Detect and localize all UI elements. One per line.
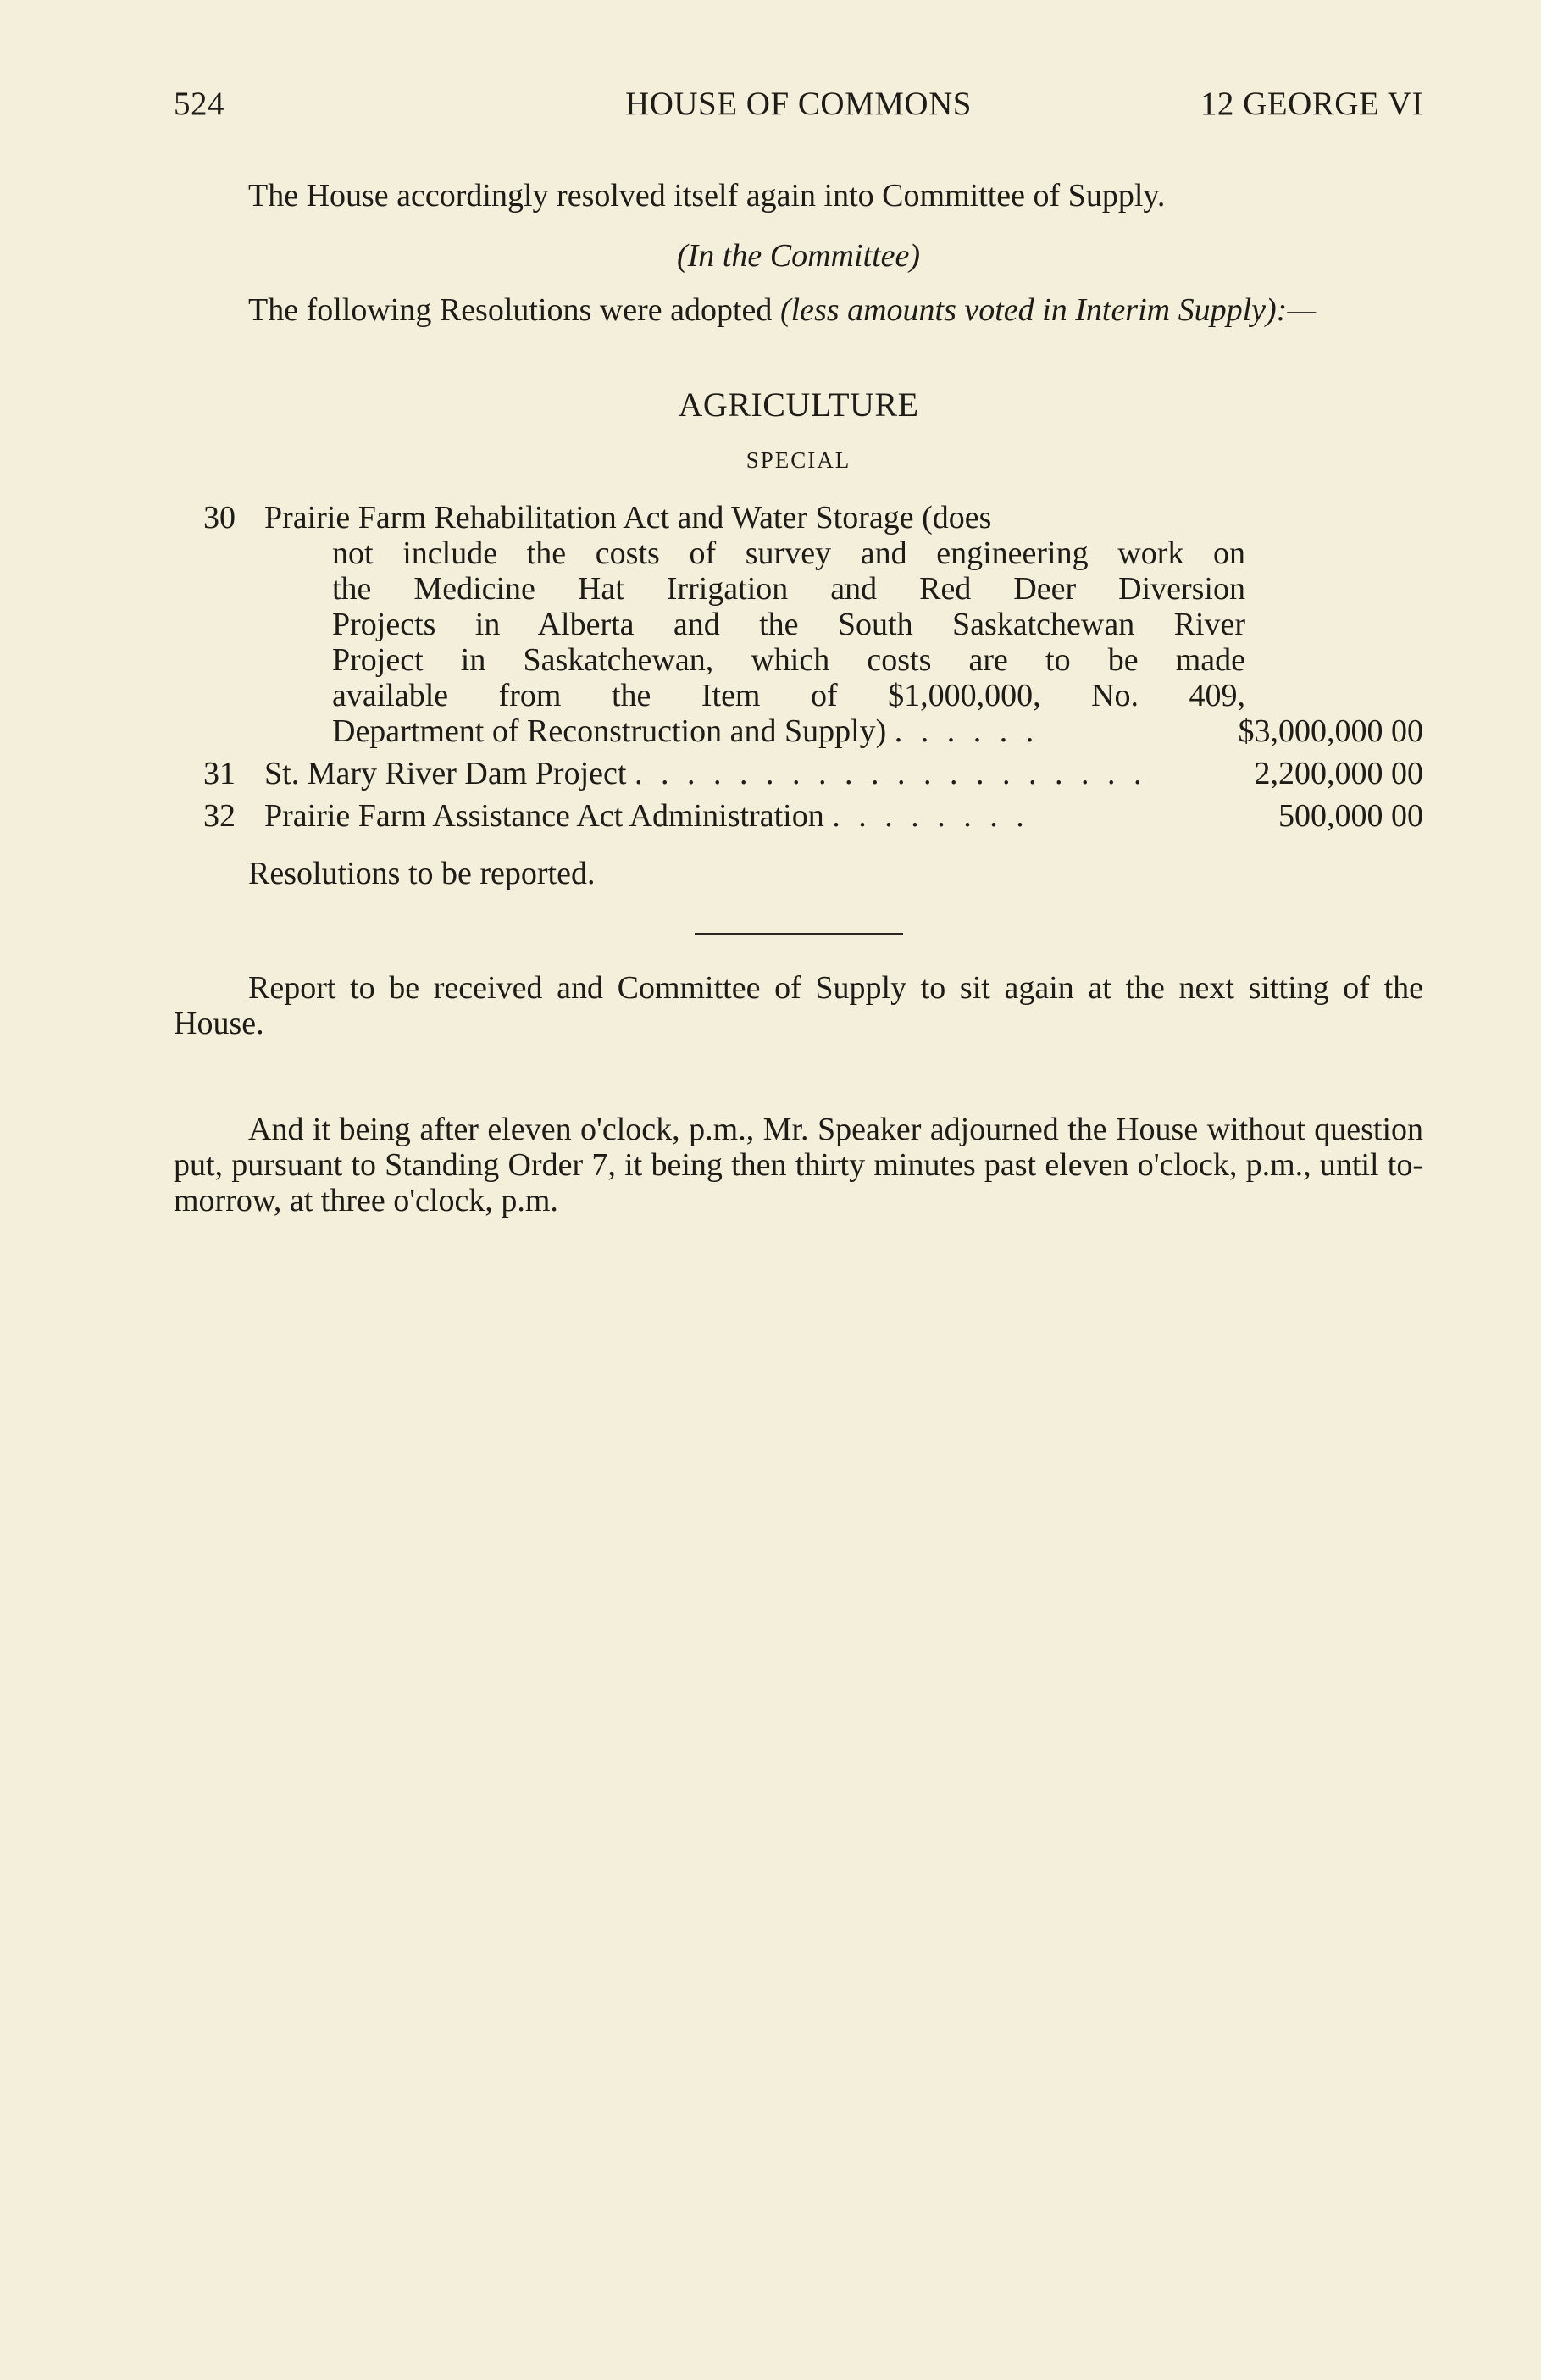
- item-continuation-line: Projects in Alberta and the South Saskatchewan River: [332, 607, 1245, 642]
- section-divider: [695, 933, 903, 935]
- item-first-line: [264, 798, 1245, 834]
- item-description: [264, 500, 1245, 749]
- dot-leader: . . . . . . . . . . . . . . . . . . . .: [634, 756, 1147, 791]
- item-continuation-line: available from the Item of $1,000,000, No. 409,: [332, 678, 1245, 713]
- page-number: 524: [174, 86, 224, 122]
- item-description: [264, 798, 1245, 834]
- item-continuation-line: [264, 713, 1245, 749]
- adjournment-paragraph: And it being after eleven o'clock, p.m., Mr. Speaker adjourned the House without question put, pursuant to Standing Order 7, it being then thirty minutes past eleven o'clock, p.m., until to-morrow, at three o'clock, p.m.: [174, 1112, 1423, 1218]
- item-title: Prairie Farm Assistance Act Administration: [264, 798, 824, 834]
- resolutions-intro: [174, 292, 1423, 328]
- dot-leader: . . . . . . . .: [832, 798, 1029, 834]
- item-number: 32: [203, 798, 236, 834]
- resolutions-qualifier: (less amounts voted in Interim Supply):—: [779, 292, 1317, 328]
- committee-note: (In the Committee): [676, 238, 921, 274]
- item-description: [264, 756, 1245, 791]
- item-continuation-line: Project in Saskatchewan, which costs are to be made: [332, 642, 1245, 678]
- item-number: 31: [203, 756, 236, 791]
- item-first-line: Prairie Farm Rehabilitation Act and Water Storage (does: [264, 500, 992, 535]
- dot-leader: . . . . . .: [894, 713, 1039, 749]
- regnal-year: 12 GEORGE VI: [1200, 86, 1423, 122]
- resolved-paragraph: [174, 178, 1423, 214]
- item-last-line: Department of Reconstruction and Supply): [332, 713, 887, 749]
- item-amount: $3,000,000 00: [1238, 713, 1423, 749]
- item-amount: 2,200,000 00: [1254, 756, 1423, 791]
- item-first-line: [264, 756, 1245, 791]
- item-continuation-line: not include the costs of survey and engineering work on: [332, 535, 1245, 571]
- item-number: 30: [203, 500, 236, 535]
- resolutions-reported: Resolutions to be reported.: [248, 856, 596, 891]
- resolutions-reported-paragraph: [174, 856, 1423, 891]
- item-amount: 500,000 00: [1278, 798, 1423, 834]
- item-continuation-line: the Medicine Hat Irrigation and Red Deer Diversion: [332, 571, 1245, 607]
- department-subtitle: SPECIAL: [746, 447, 851, 473]
- item-title: St. Mary River Dam Project: [264, 756, 627, 791]
- resolutions-prefix: The following Resolutions were adopted: [248, 292, 773, 328]
- department-title: AGRICULTURE: [678, 386, 919, 424]
- resolved-line: The House accordingly resolved itself again into Committee of Supply.: [248, 178, 1166, 214]
- page-header: [174, 85, 1423, 136]
- running-title: HOUSE OF COMMONS: [625, 86, 972, 122]
- report-paragraph: Report to be received and Committee of Supply to sit again at the next sitting of the House.: [174, 970, 1423, 1041]
